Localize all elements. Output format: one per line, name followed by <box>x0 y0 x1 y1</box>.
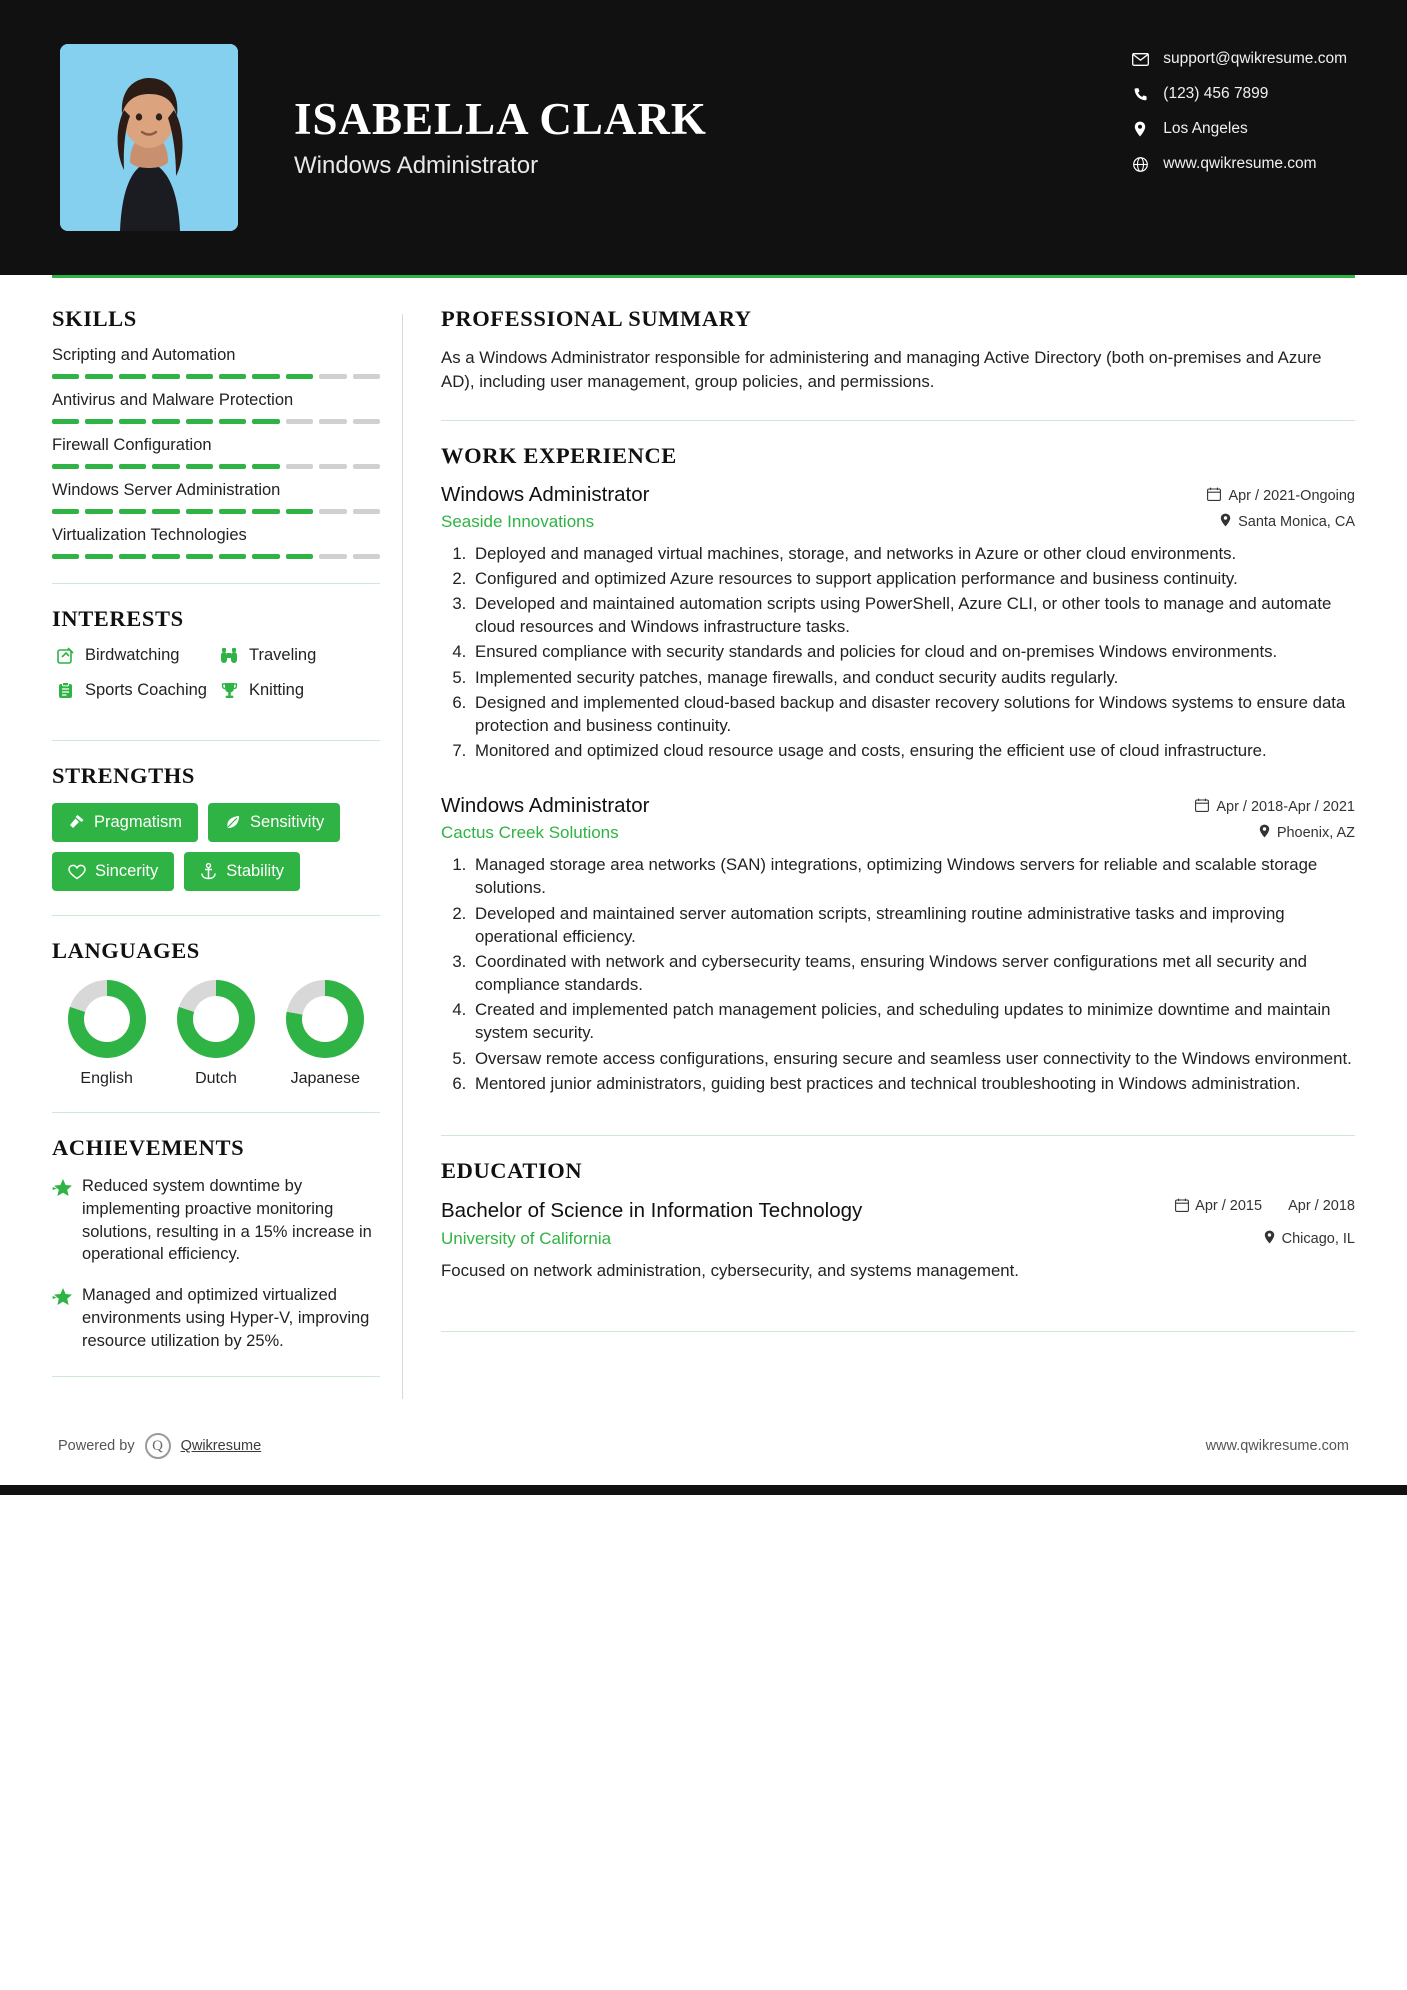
achievements-heading: ACHIEVEMENTS <box>52 1135 245 1160</box>
strengths-heading: STRENGTHS <box>52 763 195 788</box>
skill-rating <box>52 374 380 379</box>
section-strengths <box>52 763 380 891</box>
interest-label: Sports Coaching <box>85 681 207 699</box>
heart-icon <box>68 864 86 880</box>
interest-item <box>52 646 216 665</box>
achievement-item <box>52 1175 380 1266</box>
qwikresume-link[interactable]: Qwikresume <box>180 1438 262 1455</box>
divider <box>52 1376 380 1377</box>
leaf-icon <box>224 814 241 831</box>
calendar-icon <box>1175 1198 1189 1217</box>
skill-item <box>52 526 380 559</box>
anchor-icon <box>200 863 217 880</box>
summary-text: As a Windows Administrator responsible for administering and managing Active Directory (both on-premises and Azure AD), including user management, group policies, and permissions. <box>441 348 1322 391</box>
strength-label: Sincerity <box>95 862 159 880</box>
language-item <box>286 980 364 1088</box>
achievement-text: Managed and optimized virtualized environments using Hyper-V, improving resource utilization by 25%. <box>82 1286 370 1350</box>
duty-item: 3. Coordinated with network and cybersecurity teams, ensuring Windows server configurations met all security and compliance standards. <box>471 950 1355 996</box>
strength-label: Sensitivity <box>250 813 325 831</box>
skill-rating <box>52 419 380 424</box>
achievement-text: Reduced system downtime by implementing proactive monitoring solutions, resulting in a 15% increase in operational efficiency. <box>82 1177 372 1264</box>
duty-item: 6. Mentored junior administrators, guiding best practices and technical troubleshooting in Windows administration. <box>471 1072 1355 1095</box>
education-degree: Bachelor of Science in Information Technology <box>441 1198 863 1222</box>
phone-icon <box>1127 87 1153 102</box>
page-footer <box>0 1433 1407 1459</box>
strength-label: Pragmatism <box>94 813 183 831</box>
skill-item <box>52 436 380 469</box>
identity-block <box>294 95 707 181</box>
job-date-text: Apr / 2018-Apr / 2021 <box>1216 799 1355 816</box>
job-title: Windows Administrator <box>294 152 539 180</box>
star-icon <box>52 1284 82 1352</box>
hammer-icon <box>68 814 85 831</box>
job-date <box>1207 487 1355 505</box>
duty-item: 4. Created and implemented patch management policies, and scheduling updates to minimize downtime and maintain system security. <box>471 998 1355 1044</box>
job-duties <box>471 542 1355 763</box>
job-company: Cactus Creek Solutions <box>441 823 619 843</box>
duty-item: 5. Oversaw remote access configurations, ensuring secure and seamless user connectivity to the Windows environment. <box>471 1047 1355 1070</box>
contact-phone[interactable] <box>1127 85 1347 103</box>
divider <box>441 1331 1355 1332</box>
divider <box>52 1112 380 1113</box>
education-start-date <box>1175 1198 1262 1217</box>
powered-by-block <box>58 1433 261 1459</box>
contact-email[interactable] <box>1127 50 1347 68</box>
contact-website-text: www.qwikresume.com <box>1163 155 1317 172</box>
interest-item <box>216 681 380 700</box>
education-location <box>1264 1230 1355 1248</box>
calendar-icon <box>1195 798 1209 816</box>
divider <box>441 420 1355 421</box>
duty-item: 6. Designed and implemented cloud-based backup and disaster recovery solutions for Windows systems to ensure data protection and business continuity. <box>471 691 1355 737</box>
interest-label: Birdwatching <box>85 646 180 664</box>
language-label: Dutch <box>195 1070 237 1087</box>
job-location <box>1259 824 1355 842</box>
language-item <box>177 980 255 1088</box>
contact-phone-text: (123) 456 7899 <box>1163 85 1269 102</box>
job-location-text: Santa Monica, CA <box>1238 513 1355 530</box>
sidebar <box>52 306 402 1399</box>
experience-item <box>441 794 1355 1095</box>
education-description: Focused on network administration, cybersecurity, and systems management. <box>441 1260 1019 1280</box>
summary-heading: PROFESSIONAL SUMMARY <box>441 306 752 331</box>
duty-item: 2. Configured and optimized Azure resources to support application performance and business continuity. <box>471 567 1355 590</box>
language-gauge <box>286 980 364 1058</box>
skill-label: Windows Server Administration <box>52 481 281 499</box>
globe-icon <box>1127 157 1153 172</box>
resume-body <box>0 278 1407 1399</box>
bottom-bar <box>0 1485 1407 1495</box>
duty-item: 3. Developed and maintained automation scripts using PowerShell, Azure CLI, or other tools to manage and automate cloud resources and Windows infrastructure tasks. <box>471 592 1355 638</box>
duty-item: 1. Deployed and managed virtual machines, storage, and networks in Azure or other cloud environments. <box>471 542 1355 565</box>
location-pin-icon <box>1127 121 1153 137</box>
contact-location[interactable] <box>1127 120 1347 138</box>
strength-label: Stability <box>226 862 285 880</box>
powered-by-label: Powered by <box>58 1438 135 1455</box>
education-school: University of California <box>441 1228 612 1248</box>
skill-label: Virtualization Technologies <box>52 526 247 544</box>
star-icon <box>52 1175 82 1266</box>
calendar-icon <box>1207 487 1221 505</box>
resume-header <box>0 0 1407 275</box>
section-skills <box>52 306 380 559</box>
language-item <box>68 980 146 1088</box>
location-pin-icon <box>1220 513 1231 531</box>
skill-label: Scripting and Automation <box>52 346 236 364</box>
job-location-text: Phoenix, AZ <box>1276 825 1355 842</box>
achievement-item <box>52 1284 380 1352</box>
duty-item: 4. Ensured compliance with security standards and policies for cloud and on-premises Windows environments. <box>471 640 1355 663</box>
avatar <box>60 44 238 231</box>
languages-heading: LANGUAGES <box>52 938 200 963</box>
location-pin-icon <box>1259 824 1270 842</box>
contact-email-text: support@qwikresume.com <box>1163 50 1347 67</box>
strength-chip <box>52 803 198 842</box>
divider <box>52 583 380 584</box>
clipboard-icon <box>52 682 78 699</box>
page-title: ISABELLA CLARK <box>294 93 707 144</box>
duty-item: 5. Implemented security patches, manage firewalls, and conduct security audits regularly. <box>471 666 1355 689</box>
divider <box>441 1135 1355 1136</box>
skills-heading: SKILLS <box>52 306 137 331</box>
skill-rating <box>52 464 380 469</box>
main-content <box>403 306 1355 1399</box>
education-heading: EDUCATION <box>441 1157 583 1183</box>
strength-chip <box>184 852 300 891</box>
section-summary <box>441 306 1355 394</box>
language-label: English <box>80 1070 133 1087</box>
education-start-date-text: Apr / 2015 <box>1195 1197 1263 1214</box>
envelope-icon <box>1127 53 1153 66</box>
language-label: Japanese <box>290 1070 360 1087</box>
duty-item: 2. Developed and maintained server automation scripts, streamlining routine administrative tasks and improving operational efficiency. <box>471 902 1355 948</box>
strength-chip <box>52 852 174 891</box>
experience-item <box>441 483 1355 763</box>
bird-icon <box>52 647 78 664</box>
contact-list <box>1127 50 1347 190</box>
job-role: Windows Administrator <box>441 482 650 506</box>
education-location-text: Chicago, IL <box>1281 1230 1355 1247</box>
interest-item <box>52 681 216 700</box>
qwikresume-logo-icon: Q <box>145 1433 171 1459</box>
section-achievements <box>52 1135 380 1352</box>
divider <box>52 740 380 741</box>
skill-label: Antivirus and Malware Protection <box>52 391 294 409</box>
education-end-date <box>1288 1198 1355 1215</box>
skill-label: Firewall Configuration <box>52 436 212 454</box>
job-duties <box>471 853 1355 1095</box>
job-date-text: Apr / 2021-Ongoing <box>1228 487 1355 504</box>
job-company: Seaside Innovations <box>441 511 595 531</box>
interest-item <box>216 646 380 665</box>
duty-item: 7. Monitored and optimized cloud resource usage and costs, ensuring the efficient use of cloud infrastructure. <box>471 739 1355 762</box>
skill-item <box>52 391 380 424</box>
language-gauge <box>68 980 146 1058</box>
divider <box>52 915 380 916</box>
section-education <box>441 1158 1355 1283</box>
experience-heading: WORK EXPERIENCE <box>441 442 677 468</box>
location-pin-icon <box>1264 1230 1275 1248</box>
section-experience <box>441 443 1355 1095</box>
binoculars-icon <box>216 647 242 664</box>
job-location <box>1220 513 1355 531</box>
contact-location-text: Los Angeles <box>1163 120 1248 137</box>
skill-item <box>52 481 380 514</box>
job-date <box>1195 798 1355 816</box>
section-interests <box>52 606 380 716</box>
job-role: Windows Administrator <box>441 794 650 818</box>
contact-website[interactable] <box>1127 155 1347 173</box>
interests-heading: INTERESTS <box>52 606 184 631</box>
skill-rating <box>52 554 380 559</box>
skill-rating <box>52 509 380 514</box>
language-gauge <box>177 980 255 1058</box>
interest-label: Traveling <box>249 646 317 664</box>
duty-item: 1. Managed storage area networks (SAN) integrations, optimizing Windows servers for reliable and scalable storage solutions. <box>471 853 1355 899</box>
education-end-date-text: Apr / 2018 <box>1288 1197 1355 1214</box>
section-languages <box>52 938 380 1088</box>
trophy-icon <box>216 682 242 699</box>
footer-website[interactable]: www.qwikresume.com <box>1205 1438 1349 1455</box>
strength-chip <box>208 803 340 842</box>
skill-item <box>52 346 380 379</box>
interest-label: Knitting <box>249 681 305 699</box>
